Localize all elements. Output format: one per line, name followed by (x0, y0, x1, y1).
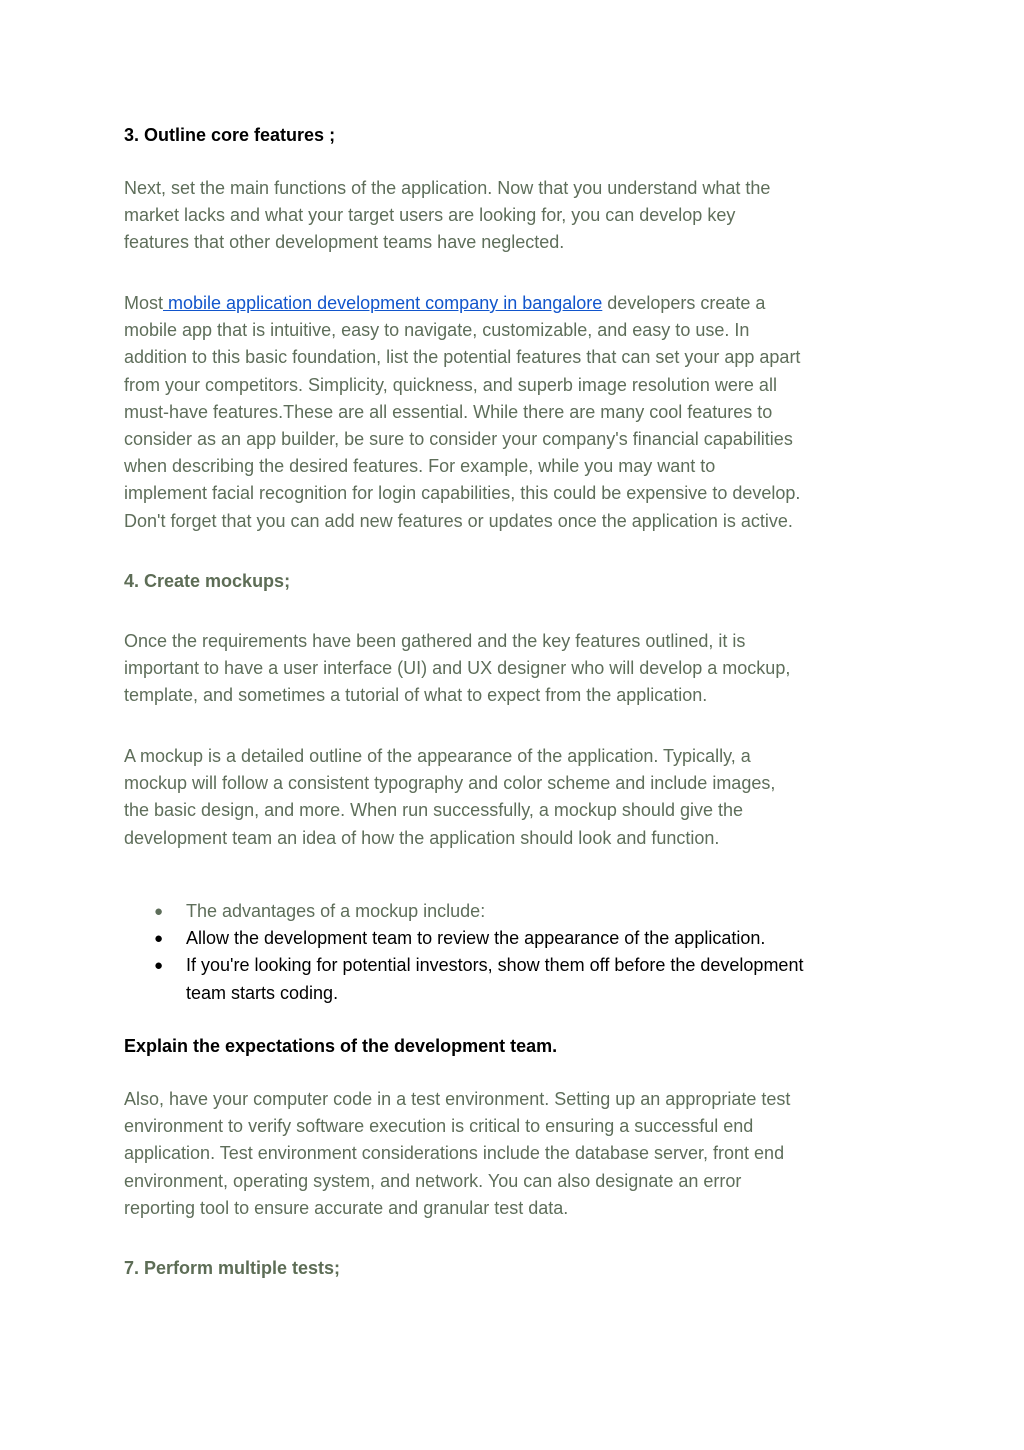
text-line: important to have a user interface (UI) and UX designer who will develop a mockup, (124, 658, 791, 679)
text-line: market lacks and what your target users are looking for, you can develop key (124, 205, 736, 226)
paragraph-mockup-definition (124, 743, 914, 852)
text-line: mockup will follow a consistent typography and color scheme and include images, (124, 773, 776, 794)
text-line: features that other development teams have neglected. (124, 232, 565, 253)
text-line: A mockup is a detailed outline of the appearance of the application. Typically, a (124, 746, 751, 766)
text-line: Also, have your computer code in a test environment. Setting up an appropriate test (124, 1089, 791, 1109)
text-line: development team an idea of how the application should look and function. (124, 827, 720, 848)
heading-perform-tests: 7. Perform multiple tests; (124, 1258, 341, 1278)
heading-outline-core-features: 3. Outline core features ; (124, 125, 336, 145)
text-line: template, and sometimes a tutorial of what to expect from the application. (124, 685, 708, 706)
text-line: consider as an app builder, be sure to consider your company's financial capabilities (124, 429, 793, 450)
list-item (124, 925, 914, 952)
text-line: mobile app that is intuitive, easy to navigate, customizable, and easy to use. In (124, 320, 750, 341)
text-line: Next, set the main functions of the application. Now that you understand what the (124, 178, 771, 198)
text-line: must-have features.These are all essential. While there are many cool features to (124, 401, 773, 422)
list-item-text: team starts coding. (186, 982, 339, 1003)
text-line: application. Test environment considerations include the database server, front end (124, 1143, 785, 1164)
paragraph-developers (124, 290, 914, 535)
text-line: environment, operating system, and network. You can also designate an error (124, 1170, 742, 1191)
text-most: Most (124, 293, 164, 313)
mockup-advantages-list (124, 898, 914, 1007)
text-line: when describing the desired features. For example, while you may want to (124, 456, 716, 477)
text-line: the basic design, and more. When run successfully, a mockup should give the (124, 800, 743, 821)
list-item (124, 952, 914, 1006)
text-line: environment to verify software execution is critical to ensuring a successful end (124, 1116, 754, 1137)
heading-create-mockups: 4. Create mockups; (124, 571, 291, 591)
list-item-text: Allow the development team to review the appearance of the application. (186, 928, 766, 949)
heading-expectations: Explain the expectations of the development team. (124, 1036, 558, 1056)
list-item-text: If you're looking for potential investors, show them off before the development (186, 955, 804, 976)
text-line: from your competitors. Simplicity, quickness, and superb image resolution were all (124, 374, 777, 395)
bullet-icon: ● (154, 903, 164, 920)
text-line: implement facial recognition for login capabilities, this could be expensive to develop. (124, 483, 801, 504)
list-item-text: The advantages of a mockup include: (186, 901, 486, 921)
text-line: Don't forget that you can add new features or updates once the application is active. (124, 510, 793, 531)
paragraph-test-environment (124, 1086, 914, 1222)
text-developers-create: developers create a (602, 293, 766, 313)
text-line: reporting tool to ensure accurate and granular test data. (124, 1197, 569, 1218)
list-item (124, 898, 914, 925)
text-line: Once the requirements have been gathered and the key features outlined, it is (124, 631, 746, 651)
paragraph-main-functions (124, 175, 914, 257)
text-line (124, 290, 914, 317)
company-link[interactable]: mobile application development company in bangalore (163, 293, 603, 313)
paragraph-requirements (124, 628, 914, 710)
text-line: addition to this basic foundation, list the potential features that can set your app apart (124, 347, 801, 368)
bullet-icon: ● (154, 957, 164, 975)
bullet-icon: ● (154, 930, 164, 948)
